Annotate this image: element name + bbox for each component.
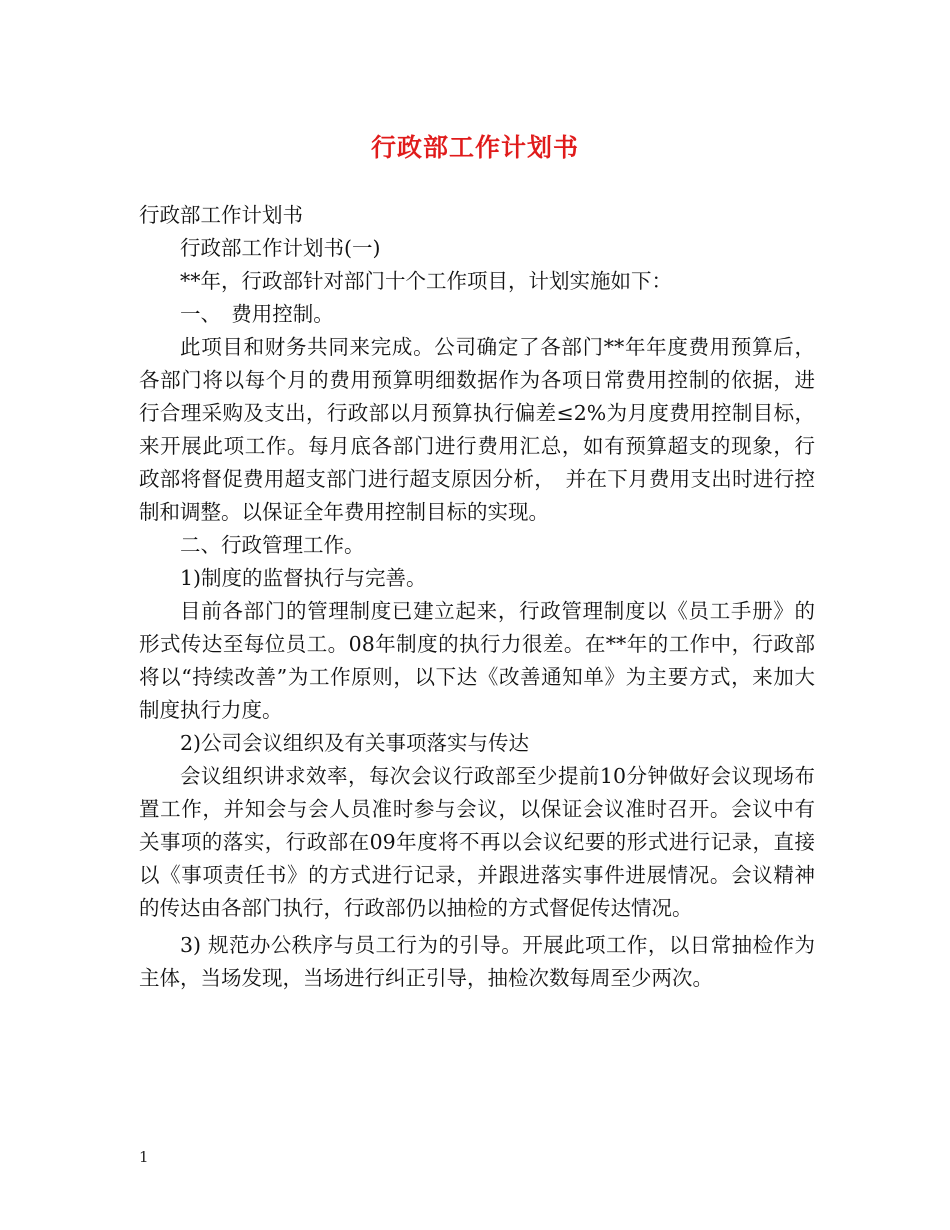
section-heading-cost-control: 一、 费用控制。 xyxy=(180,302,334,326)
subsection-heading-rules: 1)制度的监督执行与完善。 xyxy=(180,566,427,590)
section-heading-admin-management: 二、行政管理工作。 xyxy=(180,533,365,557)
document-title: 行政部工作计划书 xyxy=(370,133,579,162)
paragraph-meetings: 会议组织讲求效率，每次会议行政部至少提前10分钟做好会议现场布置工作，并知会与会人员准时参与会议，以保证会议准时召开。会议中有关事项的落实，行政部在09年度将不再以会议纪要的形式进行记录，直接以《事项责任书》的方式进行记录，并跟进落实事件进展情况。会议精神的传达由各部门执行，行政部仍以抽检的方式督促传达情况。 xyxy=(139,764,815,920)
paragraph-rules: 目前各部门的管理制度已建立起来，行政管理制度以《员工手册》的形式传达至每位员工。08年制度的执行力很差。在**年的工作中，行政部将以“持续改善”为工作原则，以下达《改善通知单》为主要方式，来加大制度执行力度。 xyxy=(139,599,815,722)
document-body xyxy=(139,199,815,995)
paragraph-intro: **年，行政部针对部门十个工作项目，计划实施如下： xyxy=(180,269,672,293)
subsection-heading-meetings: 2)公司会议组织及有关事项落实与传达 xyxy=(180,731,530,755)
paragraph-subtitle: 行政部工作计划书(一) xyxy=(180,236,381,260)
paragraph-office-order: 3) 规范办公秩序与员工行为的引导。开展此项工作，以日常抽检作为主体，当场发现，当场进行纠正引导，抽检次数每周至少两次。 xyxy=(139,933,815,990)
paragraph-heading: 行政部工作计划书 xyxy=(139,203,303,227)
paragraph-cost-control: 此项目和财务共同来完成。公司确定了各部门**年年度费用预算后，各部门将以每个月的费用预算明细数据作为各项日常费用控制的依据，进行合理采购及支出，行政部以月预算执行偏差≤2%为月度费用控制目标，来开展此项工作。每月底各部门进行费用汇总，如有预算超支的现象，行政部将督促费用超支部门进行超支原因分析， 并在下月费用支出时进行控制和调整。以保证全年费用控制目标的实现。 xyxy=(139,335,815,524)
page-number: 1 xyxy=(139,1148,149,1166)
